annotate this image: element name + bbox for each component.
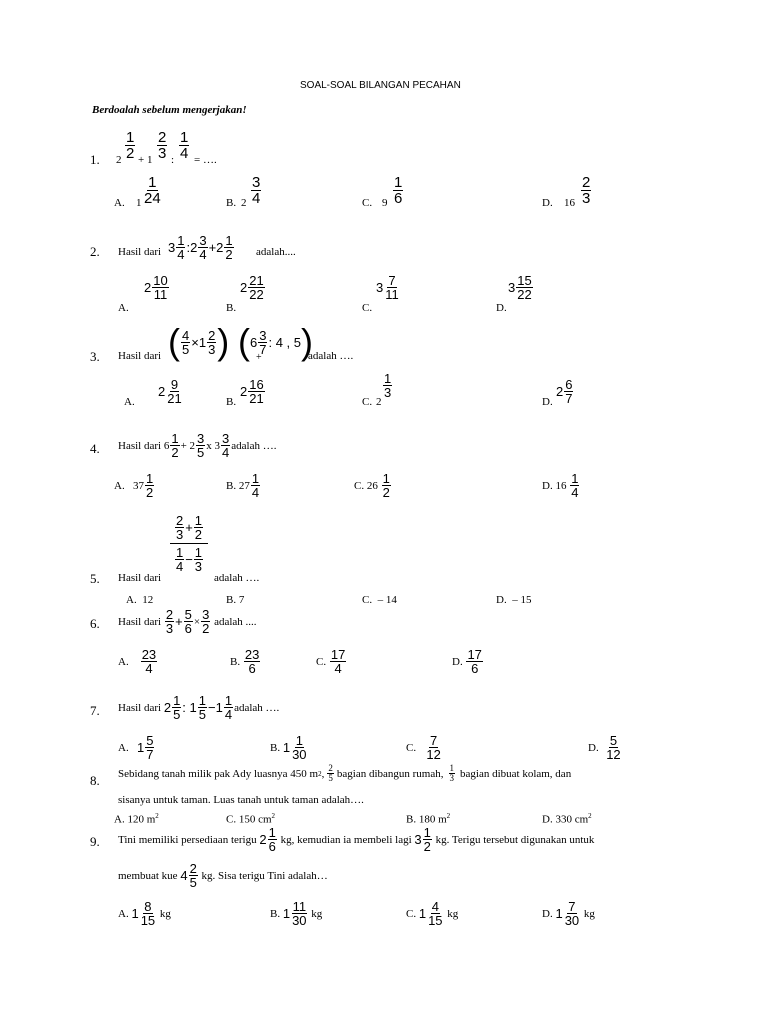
option-d[interactable]: D. 1 7 30 kg (542, 899, 595, 928)
instruction: Berdoalah sebelum mengerjakan! (92, 104, 247, 116)
option-a[interactable]: A. 37 1 2 (114, 471, 154, 500)
fraction: 1 4 (180, 129, 189, 162)
question-6-text: Hasil dari 2 3 + $\frac{5}{6}$ × $\frac{3}{2}$ adalah .... (118, 607, 257, 636)
option-a[interactable]: A. 1 8 15 kg (118, 899, 171, 928)
question-number: 8. (90, 773, 100, 788)
fraction: 2 3 (158, 129, 167, 162)
option-c[interactable]: C. 26 1 2 (354, 471, 390, 500)
option-d[interactable]: D. 330 $cm^2$ (542, 812, 592, 826)
option-c[interactable]: C. – 14 (362, 594, 397, 606)
option-c[interactable]: C. 1 4 15 kg (406, 899, 459, 928)
question-number: 4. (90, 441, 100, 456)
option-a[interactable]: A. 23 4 (118, 647, 157, 676)
option-c[interactable]: C. 7 12 (406, 733, 441, 762)
page-title: SOAL-SOAL BILANGAN PECAHAN (300, 80, 461, 91)
question-number: 2. (90, 244, 100, 259)
option-a[interactable]: A. 12 (126, 594, 154, 606)
question-number: 9. (90, 834, 100, 849)
option-a[interactable]: A. 1 5 7 (118, 733, 154, 762)
option-d[interactable]: D. – 15 (496, 594, 532, 606)
option-b[interactable]: B. 1 1 30 (270, 733, 307, 762)
question-8-line1: Sebidang tanah milik pak Ady luasnya 450 m 2 , 2 5 bagian dibangun rumah, 1 3 bagian dibuat kolam, dan (118, 763, 572, 783)
option-d[interactable]: D. 16 1 4 (542, 471, 579, 500)
question-9-line2: membuat kue 4 2 5 kg. Sisa terigu Tini adalah… (118, 861, 328, 890)
option-d[interactable]: D. 17 6 (452, 647, 482, 676)
question-number: 3. (90, 349, 100, 364)
question-8-line2: sisanya untuk taman. Luas tanah untuk taman adalah…. (118, 794, 364, 806)
expr-text: : (171, 154, 175, 166)
expr-text: + 1 (138, 154, 153, 166)
expr-text: 2 (116, 154, 122, 166)
option-b[interactable]: B. 23 6 (230, 647, 260, 676)
question-number: 6. (90, 616, 100, 631)
question-9-line1: Tini memiliki persediaan terigu 2 1 6 kg, kemudian ia membeli lagi 3 1 2 kg. Terigu tersebut digunakan untuk (118, 825, 595, 854)
question-4-text: Hasil dari 6 1 2 + 2 3 5 x 3 3 4 adalah …. (118, 431, 277, 460)
question-7-text: Hasil dari 2 1 5 : 1 1 5 −1 1 4 adalah …. (118, 693, 280, 722)
option-b[interactable]: B. 1 11 30 kg (270, 899, 323, 928)
question-number: 5. (90, 571, 100, 586)
option-b[interactable]: B. 7 (226, 594, 245, 606)
option-b[interactable]: B. 180 $m^2$ (406, 812, 451, 826)
fraction: 1 2 (126, 129, 135, 162)
complex-fraction: 2 3 + $\frac{1}{2}$ 1 4 − $\frac{1}{3}$ (170, 514, 208, 573)
option-b[interactable]: B. 27 1 4 (226, 471, 260, 500)
option-c[interactable]: C. 17 4 (316, 647, 346, 676)
option-a[interactable]: A. 120 $m^2$ (114, 812, 159, 826)
question-number: 1. (90, 152, 100, 167)
option-d[interactable]: D. 5 12 (588, 733, 621, 762)
option-c[interactable]: C. 150 $cm^2$ (226, 812, 276, 826)
expr-text: = …. (194, 154, 217, 166)
question-number: 7. (90, 703, 100, 718)
